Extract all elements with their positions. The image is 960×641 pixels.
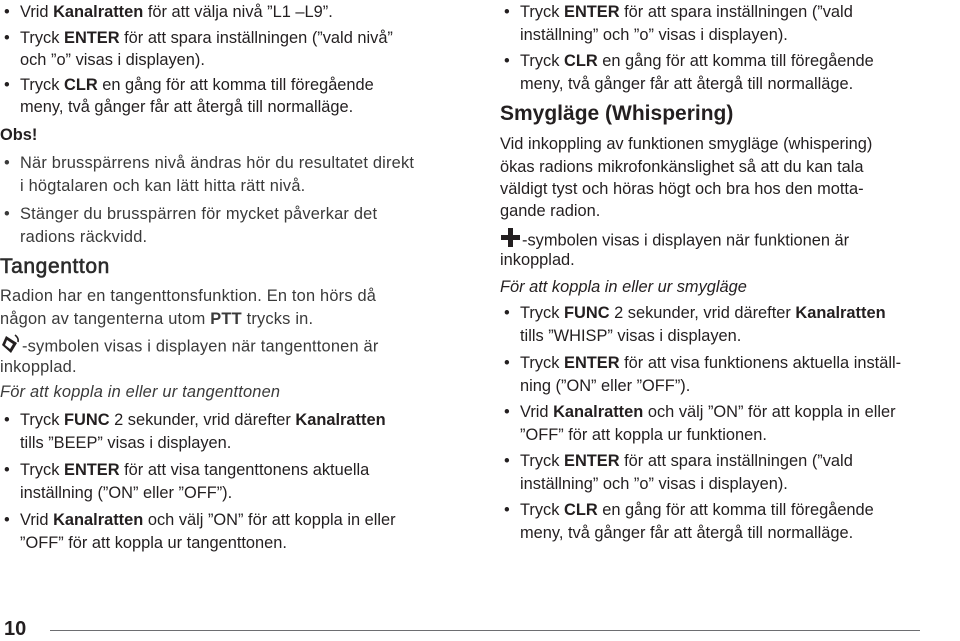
paragraph-line: väldigt tyst och höras högt och bra hos den motta- — [500, 180, 864, 198]
paragraph-line: -symbolen visas i displayen när tangenttonen är — [0, 333, 379, 361]
footer-divider — [50, 630, 920, 631]
section-heading-smyglage: Smygläge (Whispering) — [500, 102, 734, 125]
obs-label: Obs! — [0, 126, 38, 144]
paragraph-line: inkopplad. — [500, 251, 575, 269]
paragraph-line: -symbolen visas i displayen när funktionen är — [500, 227, 849, 255]
page-number: 10 — [4, 618, 27, 640]
paragraph-line: ökas radions mikrofonkänslighet så att du kan tala — [500, 158, 864, 176]
paragraph-line: Radion har en tangenttonsfunktion. En ton hörs då — [0, 287, 377, 305]
paragraph-line: inkopplad. — [0, 358, 77, 376]
paragraph-line: någon av tangenterna utom PTT trycks in. — [0, 310, 314, 328]
paragraph-line: gande radion. — [500, 202, 601, 220]
howto-heading: För att koppla in eller ur tangenttonen — [0, 383, 281, 401]
paragraph-line: Vid inkoppling av funktionen smygläge (whispering) — [500, 135, 873, 153]
howto-heading: För att koppla in eller ur smygläge — [500, 278, 747, 296]
section-heading-tangentton: Tangentton — [0, 255, 110, 278]
